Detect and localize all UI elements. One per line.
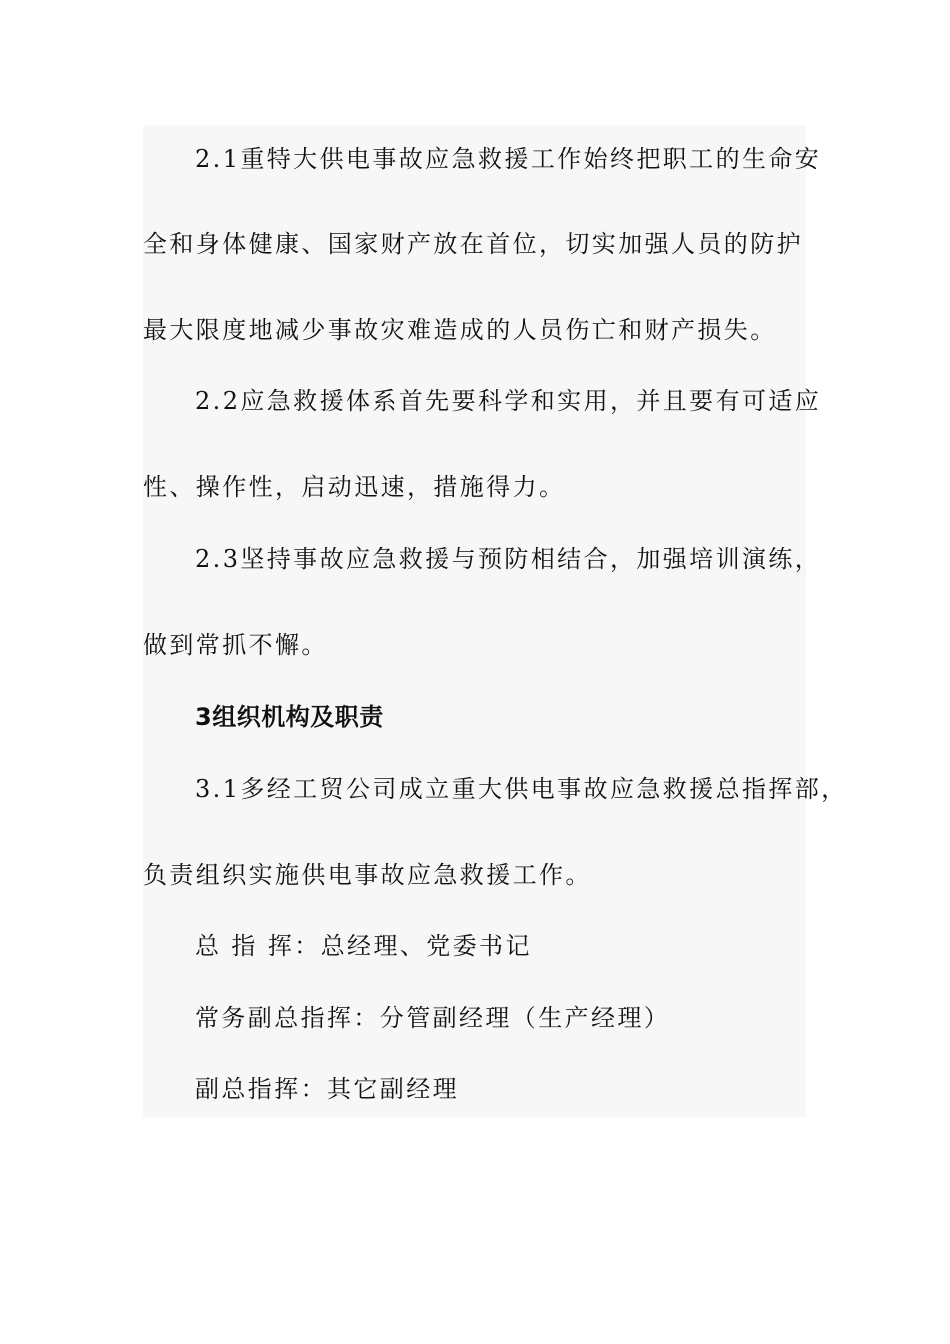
document-body bbox=[143, 125, 848, 1117]
commander-line: 总 指 挥：总经理、党委书记 bbox=[195, 932, 532, 960]
paragraph-2-1-line-3: 最大限度地减少事故灾难造成的人员伤亡和财产损失。 bbox=[143, 316, 777, 344]
deputy-commander-line: 副总指挥：其它副经理 bbox=[195, 1075, 459, 1103]
paragraph-2-2-line-1: 2.2应急救援体系首先要科学和实用，并且要有可适应 bbox=[195, 387, 822, 415]
paragraph-2-3-line-2: 做到常抓不懈。 bbox=[143, 631, 328, 659]
paragraph-3-1-line-2: 负责组织实施供电事故应急救援工作。 bbox=[143, 861, 592, 889]
paragraph-2-1-line-2: 全和身体健康、国家财产放在首位，切实加强人员的防护 bbox=[143, 230, 803, 258]
paragraph-2-1-line-1: 2.1重特大供电事故应急救援工作始终把职工的生命安 bbox=[195, 145, 822, 173]
section-3-heading: 3组织机构及职责 bbox=[195, 703, 384, 731]
paragraph-2-2-line-2: 性、操作性，启动迅速，措施得力。 bbox=[143, 473, 566, 501]
paragraph-2-3-line-1: 2.3坚持事故应急救援与预防相结合，加强培训演练， bbox=[195, 545, 822, 573]
executive-deputy-commander-line: 常务副总指挥：分管副经理（生产经理） bbox=[195, 1004, 671, 1032]
paragraph-3-1-line-1: 3.1多经工贸公司成立重大供电事故应急救援总指挥部， bbox=[195, 775, 848, 803]
